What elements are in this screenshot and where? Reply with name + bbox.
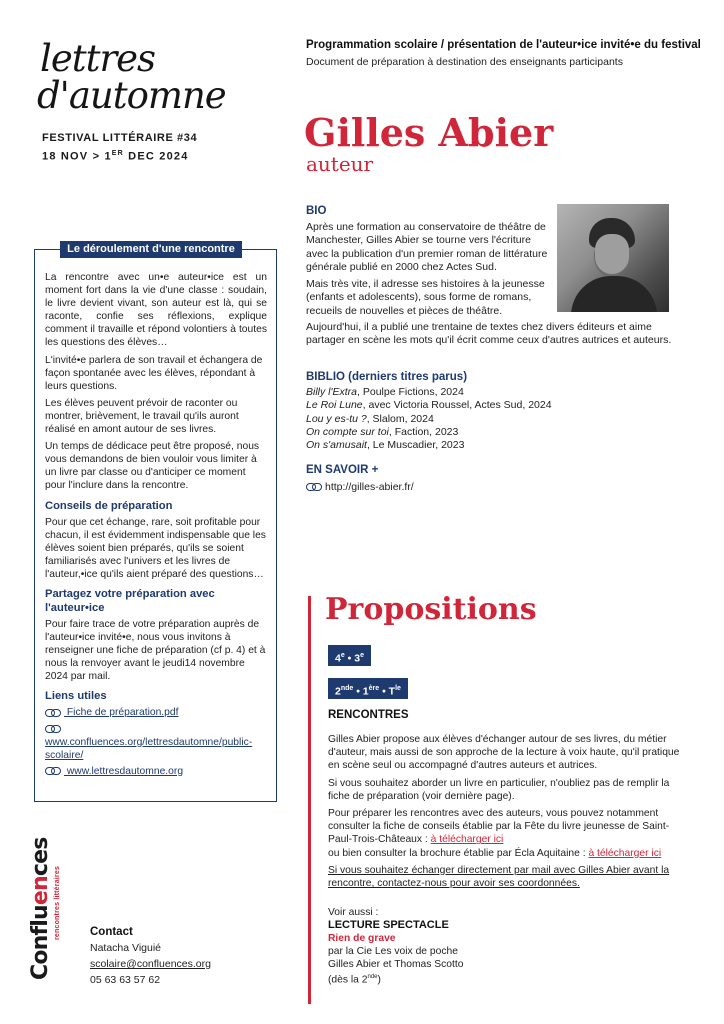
link-icon xyxy=(306,483,322,491)
deroulement-text xyxy=(45,271,267,493)
level-post: ) xyxy=(377,974,381,986)
biblio-item-title: Lou y es-tu ? xyxy=(306,412,367,425)
author-photo xyxy=(557,204,669,312)
biblio-item xyxy=(306,426,686,439)
deroulement-p3: Les élèves peuvent prévoir de raconter ou montrer, brièvement, le travail qu'ils auront réalisé en amont autour de ses livres. xyxy=(45,397,239,436)
propositions-title: Propositions xyxy=(325,592,537,627)
badge-part: 2 xyxy=(335,685,341,698)
deroulement-p4: Un temps de dédicace peut être proposé, nous vous demandons de bien vouloir vous limiter à un livre par classe ou d'anticiper ce moment pour l'inclure dans la rencontre. xyxy=(45,441,260,492)
logo-line-1: lettres xyxy=(40,37,156,80)
confluences-logo xyxy=(28,837,72,984)
link-icon xyxy=(45,767,61,775)
deroulement-p1: La rencontre avec un•e auteur•ice est un moment fort dans la vie d'une classe : soudain, le livre devient vivant, son auteur est là, qui se raconte, confie ses réflexions, explique comment il travaille et répond volontiers à toutes les questions des élèves… xyxy=(45,272,267,349)
propositions-p3 xyxy=(328,807,686,847)
liens-heading: Liens utiles xyxy=(45,690,107,703)
biblio-item-title: On compte sur toi xyxy=(306,425,389,438)
conseils-text xyxy=(45,516,267,581)
level-badge-lycee xyxy=(328,678,408,699)
spectacle-company: par la Cie Les voix de poche xyxy=(328,946,458,957)
conseils-p: Pour que cet échange, rare, soit profitable pour chacun, il est évidemment indispensable que les élèves soient bien préparés, qu'ils se soient familiarisés avec l'univers et les livres de l'auteur,•ice qu'ils aient préparé des questions… xyxy=(45,516,266,580)
partagez-p: Pour faire trace de votre préparation auprès de l'auteur•ice invité•e, nous vous invitons à renseigner une fiche de préparation (cf p. 4) et à nous la renvoyer avant le jeudi14 novembre 2024 par mail. xyxy=(45,618,266,683)
bio-heading: BIO xyxy=(306,205,327,217)
spectacle-heading: LECTURE SPECTACLE xyxy=(328,919,449,931)
author-website-link[interactable]: http://gilles-abier.fr/ xyxy=(325,481,414,493)
deroulement-p2: L'invité•e parlera de son travail et échangera de façon spontanée avec les élèves, répondant à leurs questions. xyxy=(45,354,263,392)
link-label: Fiche de préparation.pdf xyxy=(64,707,179,719)
confluences-wordmark xyxy=(28,837,53,980)
lettres-dautomne-logo xyxy=(37,37,226,117)
festival-title: FESTIVAL LITTÉRAIRE #34 xyxy=(42,132,198,144)
badge-sup: nde xyxy=(340,685,354,692)
photo-face xyxy=(595,234,629,274)
level-badge-college xyxy=(328,645,371,666)
rencontre-box-title: Le déroulement d'une rencontre xyxy=(60,241,242,258)
badge-part: 4 xyxy=(335,652,341,665)
biblio-heading: BIBLIO (derniers titres parus) xyxy=(306,371,468,383)
badge-part: • T xyxy=(379,685,396,698)
biblio-item xyxy=(306,399,686,412)
download-brochure-link[interactable]: à télécharger ici xyxy=(588,847,662,859)
propositions-text xyxy=(328,733,686,890)
photo-shoulders xyxy=(571,276,657,312)
en-savoir-heading: EN SAVOIR + xyxy=(306,464,379,476)
spectacle-level xyxy=(328,971,628,986)
author-role: auteur xyxy=(306,152,374,176)
biblio-item-rest: , Faction, 2023 xyxy=(388,425,459,438)
dates-sup: ER xyxy=(111,150,124,157)
program-title: Programmation scolaire / présentation de l'auteur•ice invité•e du festival xyxy=(306,39,701,51)
badge-part: • 3 xyxy=(344,652,361,665)
fiche-preparation-link[interactable] xyxy=(45,706,267,719)
biblio-item xyxy=(306,386,686,399)
biblio-item-title: Le Roi Lune xyxy=(306,399,363,412)
festival-dates xyxy=(42,150,189,163)
biblio-item-rest: , Poulpe Fictions, 2024 xyxy=(357,386,464,398)
propositions-p3b xyxy=(328,847,686,860)
contact-block xyxy=(90,924,211,988)
spectacle-authors: Gilles Abier et Thomas Scotto xyxy=(328,959,464,970)
badge-sup: ère xyxy=(368,685,380,692)
lettresdautomne-link[interactable] xyxy=(45,765,267,778)
contact-heading: Contact xyxy=(90,926,133,938)
link-label: www.confluences.org/lettresdautomne/public-scolaire/ xyxy=(45,736,253,761)
biblio-item-rest: , avec Victoria Roussel, Actes Sud, 2024 xyxy=(362,399,552,412)
level-pre: (dès la 2 xyxy=(328,974,368,986)
contact-name: Natacha Viguié xyxy=(90,942,162,954)
biblio-item xyxy=(306,413,686,426)
wordmark-part: en xyxy=(28,876,53,906)
contact-email-link[interactable]: scolaire@confluences.org xyxy=(90,958,211,970)
bio-text-bottom xyxy=(306,321,688,352)
biblio-item-rest: , Le Muscadier, 2023 xyxy=(366,439,465,452)
biblio-list xyxy=(306,386,686,452)
partagez-heading: Partagez votre préparation avec l'auteur•ice xyxy=(45,587,215,614)
conseils-heading: Conseils de préparation xyxy=(45,499,173,512)
author-website-row xyxy=(306,481,414,494)
bio-p3: Aujourd'hui, il a publié une trentaine de textes chez divers éditeurs et aime partager en scène les mots qu'il écrit comme ceux d'autres autrices et auteurs. xyxy=(306,321,672,347)
propositions-p4: Si vous souhaitez échanger directement par mail avec Gilles Abier avant la rencontre, contactez-nous pour avoir ses coordonnées. xyxy=(328,864,670,890)
link-icon xyxy=(45,709,61,717)
p3b-text: ou bien consulter la brochure établie par Écla Aquitaine : xyxy=(328,847,589,859)
badge-part: • 1 xyxy=(353,685,369,698)
level-sup: nde xyxy=(367,974,378,980)
confluences-tagline: rencontres littéraires xyxy=(54,865,61,940)
program-subtitle: Document de préparation à destination des enseignants participants xyxy=(306,56,623,68)
wordmark-part: Conflu xyxy=(28,905,53,980)
rencontre-box-content xyxy=(45,271,267,781)
p3-text: Pour préparer les rencontres avec des auteurs, vous pouvez notamment consulter la fiche de conseils établie par la Fête du livre jeunesse de Saint-Paul-Trois-Châteaux : xyxy=(328,808,670,846)
download-fiche-link[interactable]: à télécharger ici xyxy=(430,834,504,846)
biblio-item xyxy=(306,439,686,452)
dates-end: DEC 2024 xyxy=(123,150,189,163)
badge-sup: le xyxy=(395,685,401,692)
voir-aussi: Voir aussi : xyxy=(328,907,379,918)
partagez-text xyxy=(45,618,267,683)
lecture-spectacle xyxy=(328,906,628,986)
wordmark-part: ces xyxy=(28,837,53,877)
propositions-body xyxy=(328,733,686,894)
badge-sup: e xyxy=(360,652,365,659)
bio-text-top xyxy=(306,221,550,322)
link-icon xyxy=(45,725,61,733)
bio-p2: Mais très vite, il adresse ses histoires à la jeunesse (enfants et adolescents), sous forme de romans, recueils de nouvelles et pièces de théâtre. xyxy=(306,278,545,317)
spectacle-title: Rien de grave xyxy=(328,933,396,944)
biblio-item-rest: , Slalom, 2024 xyxy=(366,412,434,425)
logo-line-2: d'automne xyxy=(37,74,226,117)
propositions-p2: Si vous souhaitez aborder un livre en particulier, n'oubliez pas de remplir la fiche de préparation (voir dernière page). xyxy=(328,777,670,802)
contact-phone: 05 63 63 57 62 xyxy=(90,974,161,986)
propositions-p1: Gilles Abier propose aux élèves d'échanger autour de ses livres, du métier d'auteur, mais aussi de son approche de la lecture à voix haute, qu'il pratique en scène seul ou accompagné d'autres auteurs et autrices. xyxy=(328,734,680,772)
link-label: www.lettresdautomne.org xyxy=(64,765,184,777)
confluences-scolaire-link[interactable] xyxy=(45,723,267,762)
propositions-bar xyxy=(308,596,311,1004)
badge-sup: e xyxy=(340,652,345,659)
dates-start: 18 NOV > 1 xyxy=(42,150,112,163)
biblio-item-title: Billy l'Extra xyxy=(306,386,358,398)
bio-p1: Après une formation au conservatoire de théâtre de Manchester, Gilles Abier se tourne vers l'écriture avec la publication d'un premier roman de littérature générale publié en 2000 chez Actes Sud. xyxy=(306,221,548,273)
rencontres-heading: RENCONTRES xyxy=(328,709,409,721)
author-name: Gilles Abier xyxy=(304,110,554,155)
biblio-item-title: On s'amusait xyxy=(306,439,367,452)
